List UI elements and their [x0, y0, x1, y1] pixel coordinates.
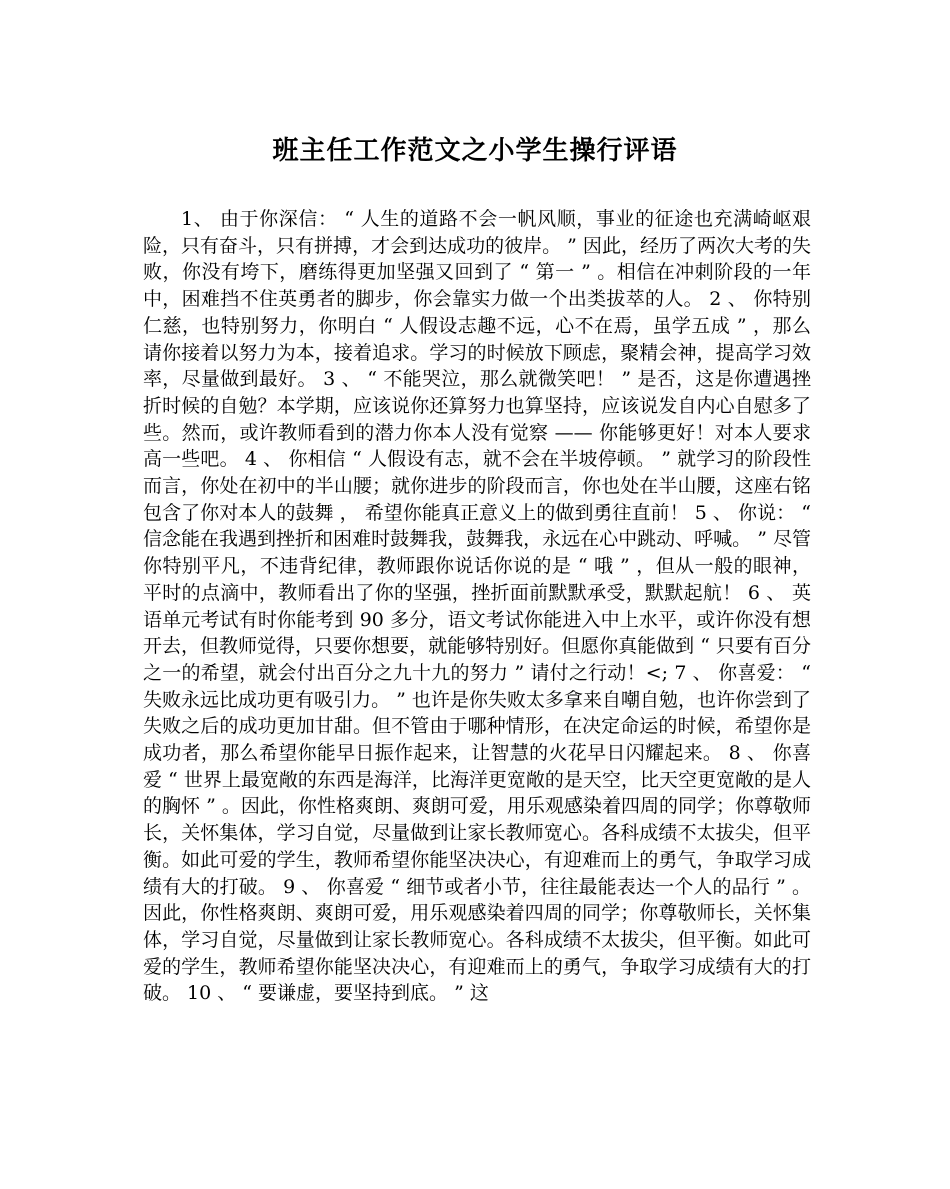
document-title: 班主任工作范文之小学生操行评语	[272, 136, 678, 166]
document-body-paragraph: 1、 由于你深信： “ 人生的道路不会一帆风顺，事业的征途也充满崎岖艰险，只有奋斗，只有拼搏，才会到达成功的彼岸。 ” 因此，经历了两次大考的失败，你没有垮下，磨练得更加坚强又回到了 “ 第一 ” 。相信在冲刺阶段的一年中，困难挡不住英勇者的脚步，你会靠实力做一个出类拔萃的人。 2 、 你特别仁慈，也特别努力，你明白 “ 人假设志趣不远，心不在焉，虽学五成 ” ，那么请你接着以努力为本，接着追求。学习的时候放下顾虑，聚精会神，提高学习效率，尽量做到最好。 3 、 “ 不能哭泣，那么就微笑吧！ ” 是否，这是你遭遇挫折时候的自勉？本学期，应该说你还算努力也算坚持，应该说发自内心自慰多了些。然而，或许教师看到的潜力你本人没有觉察 —— 你能够更好！对本人要求高一些吧。 4 、 你相信 “ 人假设有志，就不会在半坡停顿。 ” 就学习的阶段性而言，你处在初中的半山腰；就你进步的阶段而言，你也处在半山腰，这座右铭包含了你对本人的鼓舞 ， 希望你能真正意义上的做到勇往直前！ 5 、 你说： “ 信念能在我遇到挫折和困难时鼓舞我，鼓舞我，永远在心中跳动、呼喊。 ” 尽管你特别平凡，不违背纪律，教师跟你说话你说的是 “ 哦 ” ，但从一般的眼神，平时的点滴中，教师看出了你的坚强，挫折面前默默承受，默默起航！ 6 、 英语单元考试有时你能考到 90 多分，语文考试你能进入中上水平，或许你没有想开去，但教师觉得，只要你想要，就能够特别好。但愿你真能做到 “ 只要有百分之一的希望，就会付出百分之九十九的努力 ” 请付之行动！<; 7 、 你喜爱： “ 失败永远比成功更有吸引力。 ” 也许是你失败太多拿来自嘲自勉，也许你尝到了失败之后的成功更加甘甜。但不管由于哪种情形，在决定命运的时候，希望你是成功者，那么希望你能早日振作起来，让智慧的火花早日闪耀起来。 8 、 你喜爱 “ 世界上最宽敞的东西是海洋，比海洋更宽敞的是天空，比天空更宽敞的是人的胸怀 ” 。因此，你性格爽朗、爽朗可爱，用乐观感染着四周的同学；你尊敬师长，关怀集体，学习自觉，尽量做到让家长教师宽心。各科成绩不太拔尖，但平衡。如此可爱的学生，教师希望你能坚决决心，有迎难而上的勇气，争取学习成绩有大的打破。 9 、 你喜爱 “ 细节或者小节，往往最能表达一个人的品行 ” 。 因此，你性格爽朗、爽朗可爱，用乐观感染着四周的同学；你尊敬师长，关怀集体，学习自觉，尽量做到让家长教师宽心。各科成绩不太拔尖，但平衡。如此可爱的学生，教师希望你能坚决决心，有迎难而上的勇气，争取学习成绩有大的打破。 10 、 “ 要谦虚，要坚持到底。 ” 这	[143, 208, 811, 1005]
